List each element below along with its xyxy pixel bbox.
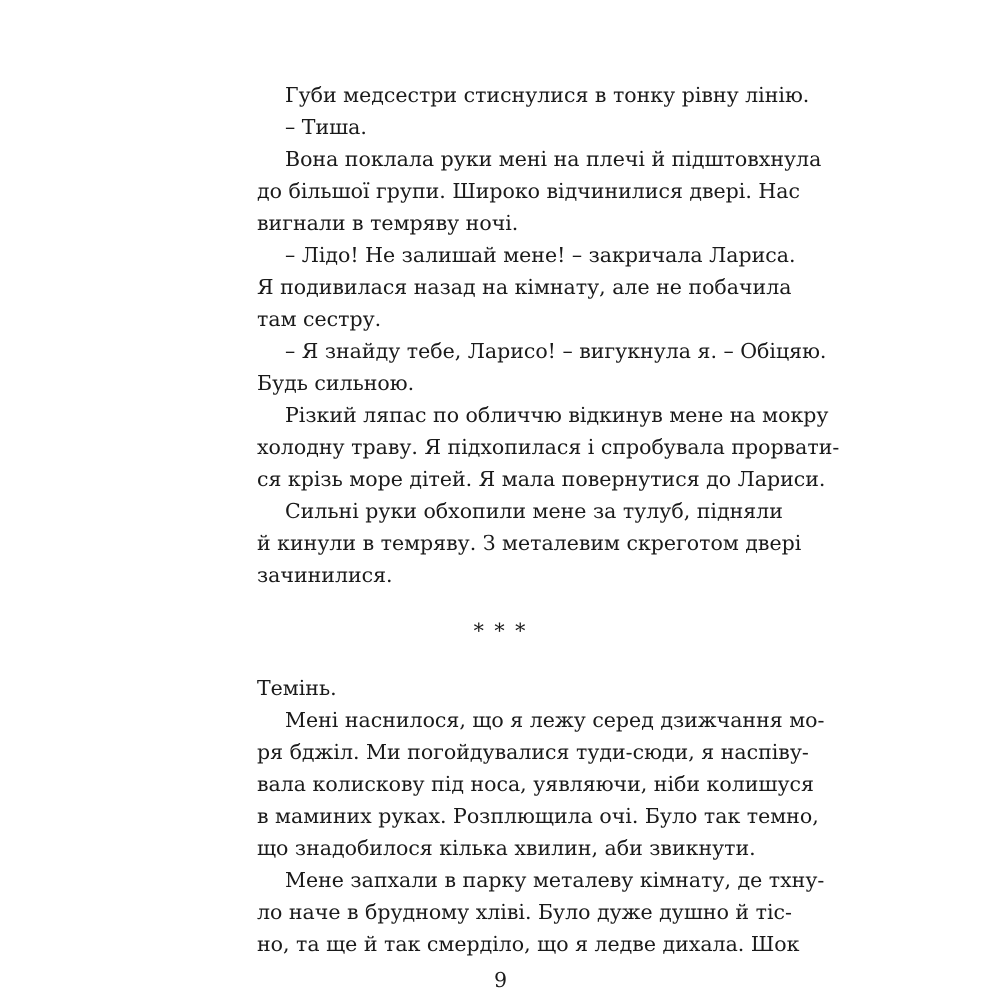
text-line: Губи медсестри стиснулися в тонку рівну лінію. (285, 83, 810, 107)
section-separator: * * * (473, 619, 528, 643)
text-line: – Я знайду тебе, Ларисо! – вигукнула я. – Обіцяю. (285, 339, 827, 363)
text-line: вала колискову під носа, уявляючи, ніби колишуся (257, 772, 814, 796)
text-line: в маминих руках. Розплющила очі. Було так темно, (257, 804, 819, 828)
text-line: й кинули в темряву. З металевим скреготом двері (257, 531, 802, 555)
text-line: там сестру. (257, 307, 382, 331)
text-line: Вона поклала руки мені на плечі й підштовхнула (285, 147, 822, 171)
text-line: Мені наснилося, що я лежу серед дзижчання мо- (285, 708, 825, 732)
text-line: – Лідо! Не залишай мене! – закричала Лариса. (285, 243, 796, 267)
text-line: Будь сильною. (257, 371, 415, 395)
text-line: Мене запхали в парку металеву кімнату, де тхну- (285, 868, 825, 892)
text-line: Сильні руки обхопили мене за тулуб, підняли (285, 499, 783, 523)
text-line: холодну траву. Я підхопилася і спробувала прорвати- (257, 435, 840, 459)
text-line: вигнали в темряву ночі. (257, 211, 519, 235)
text-line: ря бджіл. Ми погойдувалися туди-сюди, я наспіву- (257, 740, 809, 764)
text-line: ло наче в брудному хліві. Було дуже душно й тіс- (257, 900, 792, 924)
text-line: до більшої групи. Широко відчинилися двері. Нас (257, 179, 800, 203)
page-number: 9 (493, 968, 508, 992)
text-line: ся крізь море дітей. Я мала повернутися до Лариси. (257, 467, 826, 491)
text-line: що знадобилося кілька хвилин, аби звикнути. (257, 836, 756, 860)
text-line: зачинилися. (257, 563, 393, 587)
text-line: Я подивилася назад на кімнату, але не побачила (257, 275, 792, 299)
text-line: Різкий ляпас по обличчю відкинув мене на мокру (285, 403, 829, 427)
text-line: но, та ще й так смерділо, що я ледве дихала. Шок (257, 932, 800, 956)
text-line: Темінь. (257, 676, 337, 700)
text-line: – Тиша. (285, 115, 367, 139)
